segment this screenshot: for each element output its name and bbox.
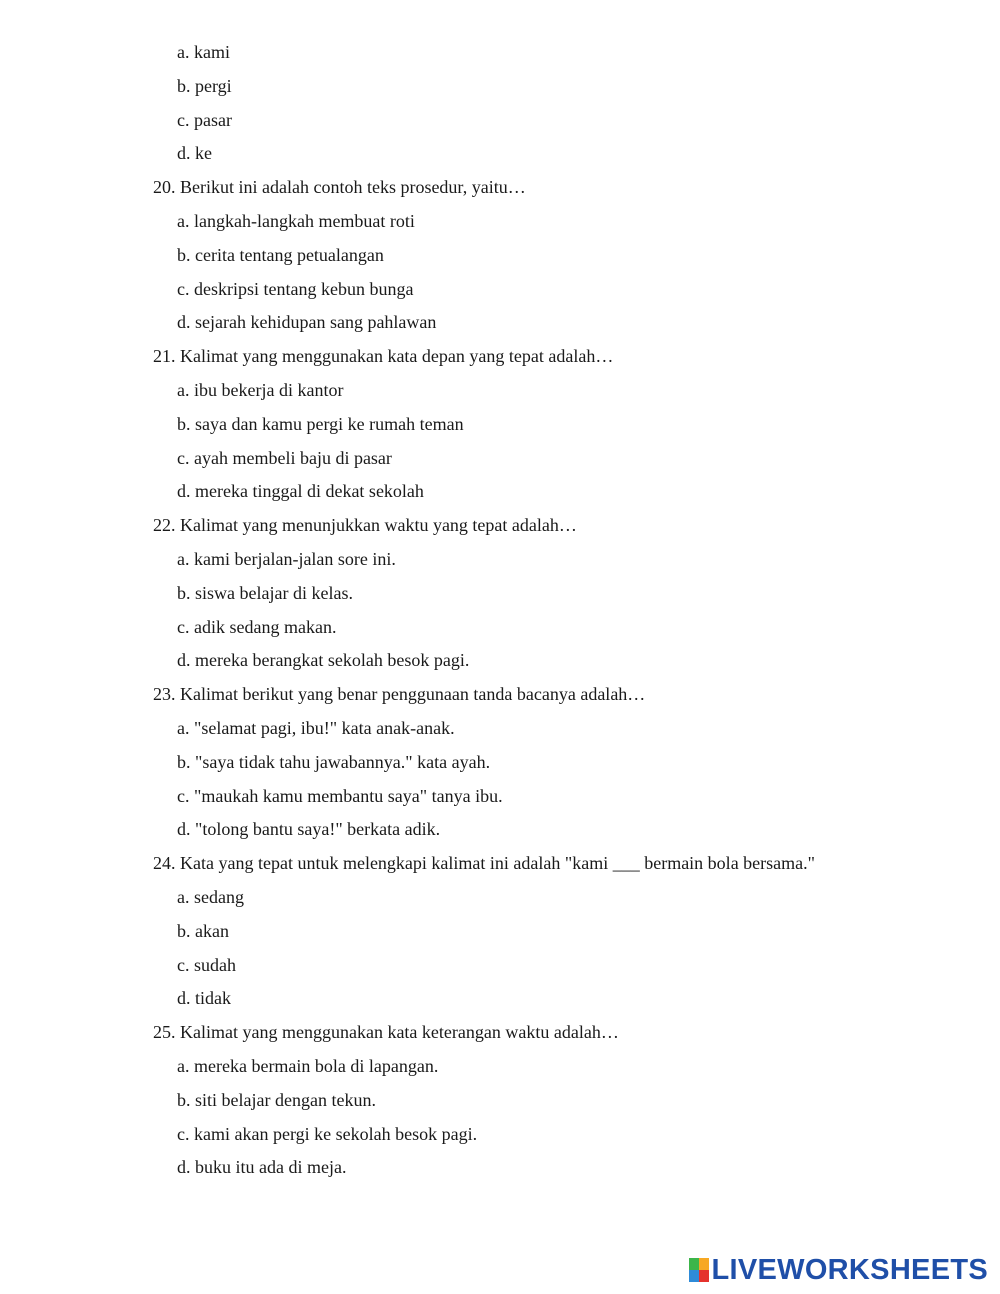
logo-square-orange: [699, 1258, 709, 1270]
option: b. akan: [177, 920, 229, 941]
question-22: [0, 509, 1000, 678]
option: b. siswa belajar di kelas.: [177, 582, 353, 603]
option: a. ibu bekerja di kantor: [177, 379, 344, 400]
liveworksheets-logo: [689, 1252, 989, 1288]
option: a. mereka bermain bola di lapangan.: [177, 1055, 439, 1076]
option: b. siti belajar dengan tekun.: [177, 1089, 376, 1110]
question-21: [0, 340, 1000, 509]
question-23: [0, 678, 1000, 847]
question-text: 25. Kalimat yang menggunakan kata keterangan waktu adalah…: [153, 1022, 619, 1043]
option: c. deskripsi tentang kebun bunga: [177, 278, 414, 299]
logo-square-blue: [689, 1270, 699, 1282]
logo-square-red: [699, 1270, 709, 1282]
option: d. buku itu ada di meja.: [177, 1157, 347, 1178]
liveworksheets-logo-icon: [689, 1258, 709, 1282]
option: a. langkah-langkah membuat roti: [177, 210, 415, 231]
question-text: 24. Kata yang tepat untuk melengkapi kalimat ini adalah "kami ___ bermain bola bersama.": [153, 853, 815, 874]
option: d. mereka tinggal di dekat sekolah: [177, 481, 424, 502]
option: b. "saya tidak tahu jawabannya." kata ayah.: [177, 751, 491, 772]
option: c. adik sedang makan.: [177, 616, 337, 637]
option: a. "selamat pagi, ibu!" kata anak-anak.: [177, 717, 455, 738]
question-25: [0, 1016, 1000, 1185]
option: d. sejarah kehidupan sang pahlawan: [177, 312, 437, 333]
logo-text: LIVEWORKSHEETS: [711, 1253, 988, 1286]
option: c. pasar: [177, 109, 232, 130]
option: d. tidak: [177, 988, 231, 1009]
option: c. "maukah kamu membantu saya" tanya ibu.: [177, 785, 503, 806]
option: c. sudah: [177, 954, 236, 975]
option: d. "tolong bantu saya!" berkata adik.: [177, 819, 441, 840]
question-text: 20. Berikut ini adalah contoh teks prosedur, yaitu…: [153, 177, 526, 198]
worksheet: [0, 36, 1000, 1185]
question-text: 23. Kalimat berikut yang benar penggunaan tanda bacanya adalah…: [153, 684, 646, 705]
option: b. saya dan kamu pergi ke rumah teman: [177, 413, 464, 434]
carryover-options: [0, 36, 1000, 171]
option: a. kami: [177, 42, 230, 62]
option: b. cerita tentang petualangan: [177, 244, 384, 265]
option: a. sedang: [177, 886, 244, 907]
option: d. ke: [177, 143, 212, 164]
option: c. kami akan pergi ke sekolah besok pagi.: [177, 1123, 478, 1144]
question-24: [0, 847, 1000, 1016]
logo-square-green: [689, 1258, 699, 1270]
question-text: 22. Kalimat yang menunjukkan waktu yang tepat adalah…: [153, 515, 577, 536]
question-20: [0, 171, 1000, 340]
question-text: 21. Kalimat yang menggunakan kata depan yang tepat adalah…: [153, 346, 614, 367]
option: a. kami berjalan-jalan sore ini.: [177, 548, 396, 569]
option: b. pergi: [177, 75, 232, 96]
option: d. mereka berangkat sekolah besok pagi.: [177, 650, 470, 671]
option: c. ayah membeli baju di pasar: [177, 447, 392, 468]
